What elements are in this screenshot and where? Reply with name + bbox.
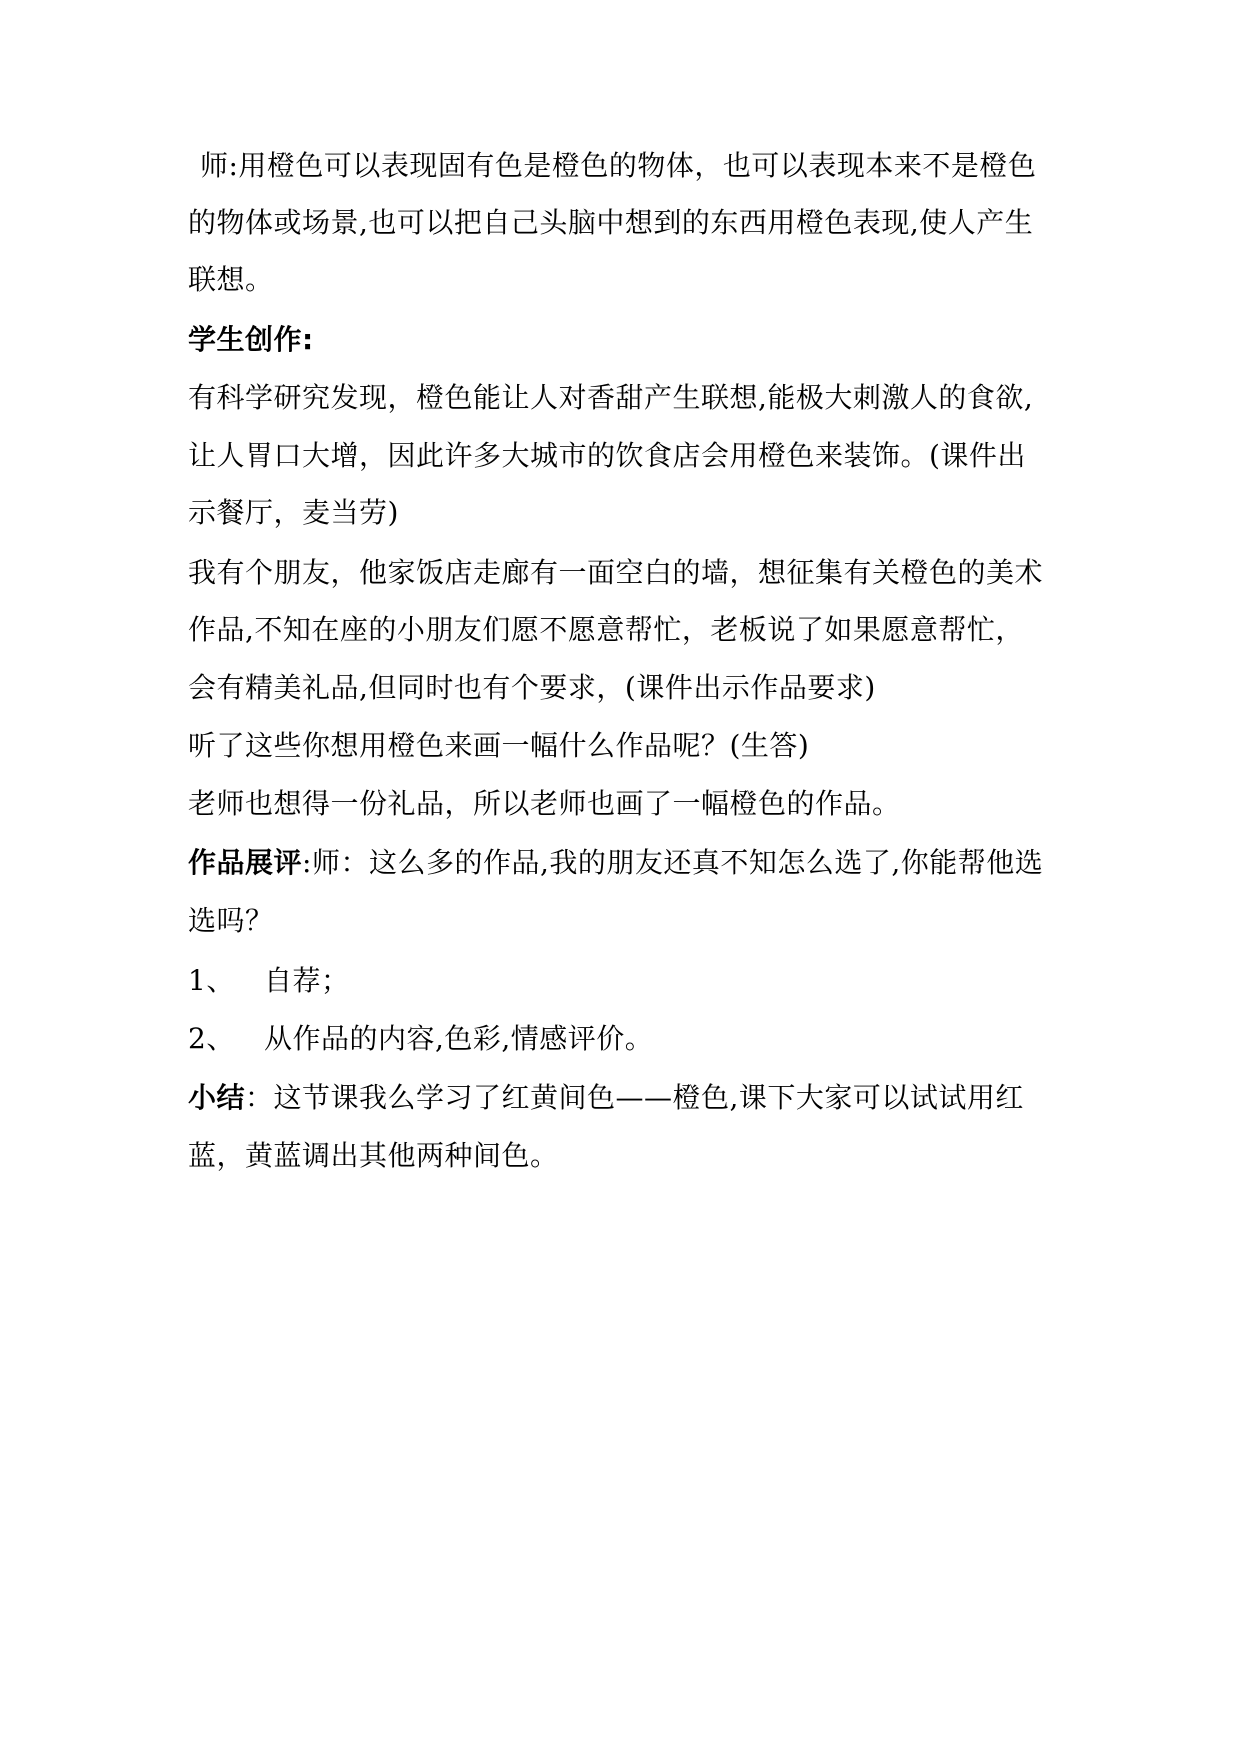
student-para1-line-1: 有科学研究发现，橙色能让人对香甜产生联想,能极大刺激人的食欲, [188, 381, 1034, 414]
summary-text-1: ：这节课我么学习了红黄间色——橙色,课下大家可以试试用红 [245, 1081, 1024, 1114]
review-line-2: 选吗？ [188, 904, 274, 937]
review-text-1: :师：这么多的作品,我的朋友还真不知怎么选了,你能帮他选 [302, 846, 1044, 879]
list-item [188, 1021, 653, 1057]
list-item-number: 1、 [188, 964, 235, 997]
student-para4: 老师也想得一份礼品，所以老师也画了一幅橙色的作品。 [188, 787, 901, 820]
student-section-heading: 学生创作: [188, 323, 314, 356]
student-para2-line-2: 作品,不知在座的小朋友们愿不愿意帮忙，老板说了如果愿意帮忙， [188, 613, 1024, 646]
review-line-1 [188, 845, 1043, 881]
student-para3: 听了这些你想用橙色来画一幅什么作品呢？(生答) [188, 729, 810, 762]
intro-line-2: 的物体或场景,也可以把自己头脑中想到的东西用橙色表现,使人产生 [188, 206, 1034, 239]
list-item-text: 自荐； [264, 964, 350, 997]
student-para1-line-2: 让人胃口大增，因此许多大城市的饮食店会用橙色来装饰。(课件出 [188, 439, 1026, 472]
review-section-heading: 作品展评 [188, 846, 303, 879]
intro-line-1: 师:用橙色可以表现固有色是橙色的物体，也可以表现本来不是橙色 [200, 149, 1037, 182]
student-para2-line-1: 我有个朋友，他家饭店走廊有一面空白的墙，想征集有关橙色的美术 [188, 556, 1044, 589]
list-item-text: 从作品的内容,色彩,情感评价。 [264, 1022, 654, 1055]
list-item [188, 963, 350, 999]
student-para2-line-3: 会有精美礼品,但同时也有个要求，(课件出示作品要求) [188, 671, 876, 704]
intro-line-3: 联想。 [188, 263, 274, 296]
list-item-number: 2、 [188, 1022, 235, 1055]
summary-section-heading: 小结 [188, 1081, 246, 1114]
summary-line-1 [188, 1080, 1024, 1116]
summary-line-2: 蓝，黄蓝调出其他两种间色。 [188, 1139, 559, 1172]
student-para1-line-3: 示餐厅，麦当劳) [188, 496, 399, 529]
